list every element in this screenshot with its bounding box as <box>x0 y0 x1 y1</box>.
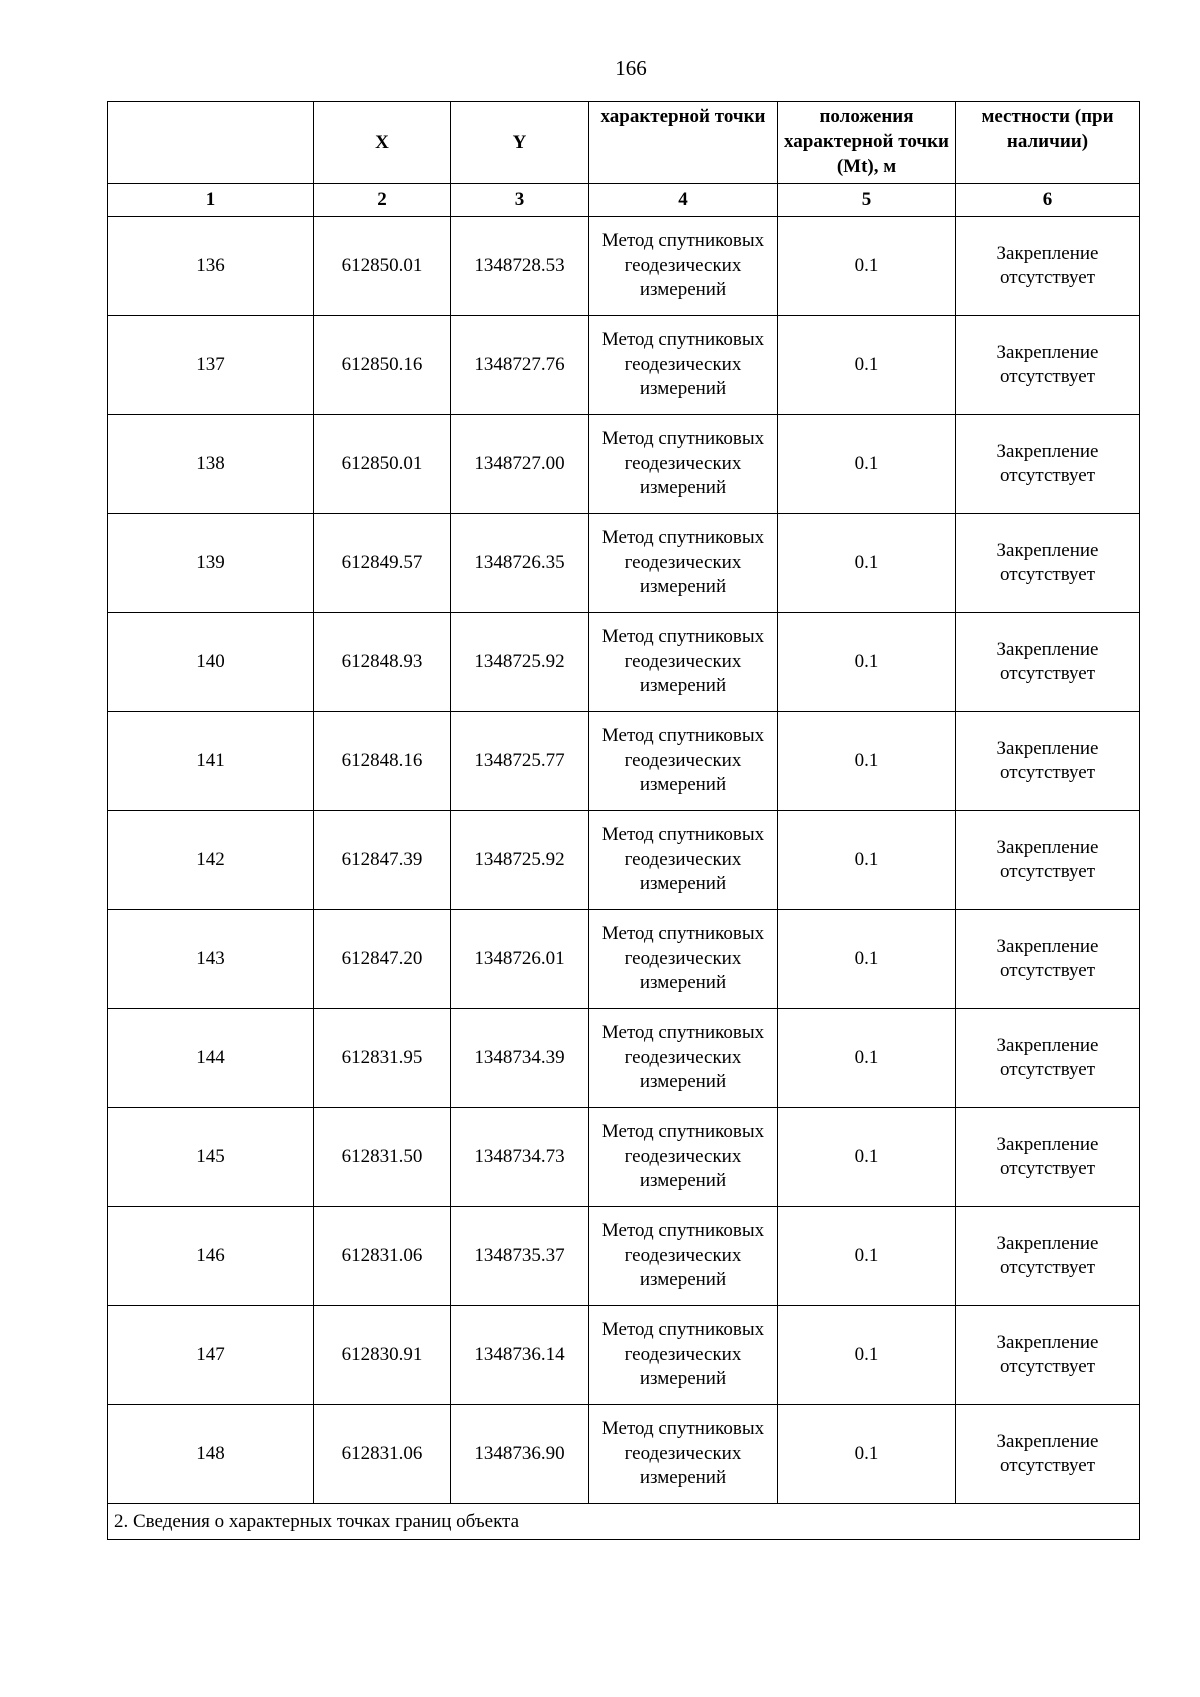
fixing-cell: Закрепление отсутствует <box>956 217 1140 316</box>
point-number-cell: 143 <box>108 910 314 1009</box>
column-number-cell: 1 <box>108 184 314 217</box>
accuracy-cell: 0.1 <box>778 811 956 910</box>
y-coordinate-cell: 1348727.00 <box>451 415 589 514</box>
column-number-cell: 5 <box>778 184 956 217</box>
header-cell-x: X <box>314 102 451 184</box>
y-coordinate-cell: 1348725.92 <box>451 811 589 910</box>
method-cell: Метод спутниковых геодезических измерений <box>589 1405 778 1504</box>
x-coordinate-cell: 612848.93 <box>314 613 451 712</box>
accuracy-cell: 0.1 <box>778 415 956 514</box>
method-cell: Метод спутниковых геодезических измерений <box>589 415 778 514</box>
point-number-cell: 142 <box>108 811 314 910</box>
point-number-cell: 146 <box>108 1207 314 1306</box>
section-title: 2. Сведения о характерных точках границ объекта <box>108 1504 1140 1540</box>
y-coordinate-cell: 1348735.37 <box>451 1207 589 1306</box>
accuracy-cell: 0.1 <box>778 1207 956 1306</box>
header-row <box>108 102 1140 184</box>
x-coordinate-cell: 612831.95 <box>314 1009 451 1108</box>
accuracy-cell: 0.1 <box>778 712 956 811</box>
x-coordinate-cell: 612850.01 <box>314 217 451 316</box>
table-row <box>108 712 1140 811</box>
method-cell: Метод спутниковых геодезических измерений <box>589 514 778 613</box>
accuracy-cell: 0.1 <box>778 1108 956 1207</box>
accuracy-cell: 0.1 <box>778 613 956 712</box>
point-number-cell: 136 <box>108 217 314 316</box>
y-coordinate-cell: 1348726.35 <box>451 514 589 613</box>
fixing-cell: Закрепление отсутствует <box>956 712 1140 811</box>
y-coordinate-cell: 1348736.14 <box>451 1306 589 1405</box>
fixing-cell: Закрепление отсутствует <box>956 1306 1140 1405</box>
fixing-cell: Закрепление отсутствует <box>956 316 1140 415</box>
table-row <box>108 1306 1140 1405</box>
y-coordinate-cell: 1348725.92 <box>451 613 589 712</box>
header-cell-1 <box>108 102 314 184</box>
method-cell: Метод спутниковых геодезических измерений <box>589 613 778 712</box>
table-row <box>108 1207 1140 1306</box>
accuracy-cell: 0.1 <box>778 316 956 415</box>
header-cell-y: Y <box>451 102 589 184</box>
table-row <box>108 613 1140 712</box>
header-cell-accuracy: положения характерной точки (Mt), м <box>778 102 956 184</box>
page-number: 166 <box>615 56 647 80</box>
accuracy-cell: 0.1 <box>778 1405 956 1504</box>
method-cell: Метод спутниковых геодезических измерений <box>589 1009 778 1108</box>
x-coordinate-cell: 612850.16 <box>314 316 451 415</box>
x-coordinate-cell: 612850.01 <box>314 415 451 514</box>
accuracy-cell: 0.1 <box>778 217 956 316</box>
point-number-cell: 138 <box>108 415 314 514</box>
fixing-cell: Закрепление отсутствует <box>956 811 1140 910</box>
table-body <box>108 102 1140 1540</box>
point-number-cell: 141 <box>108 712 314 811</box>
method-cell: Метод спутниковых геодезических измерений <box>589 811 778 910</box>
table-row <box>108 1009 1140 1108</box>
header-cell-fixing: местности (при наличии) <box>956 102 1140 184</box>
fixing-cell: Закрепление отсутствует <box>956 910 1140 1009</box>
method-cell: Метод спутниковых геодезических измерений <box>589 1108 778 1207</box>
table-row <box>108 1405 1140 1504</box>
table-row <box>108 811 1140 910</box>
fixing-cell: Закрепление отсутствует <box>956 514 1140 613</box>
accuracy-cell: 0.1 <box>778 1009 956 1108</box>
table-row <box>108 1108 1140 1207</box>
point-number-cell: 147 <box>108 1306 314 1405</box>
y-coordinate-cell: 1348734.39 <box>451 1009 589 1108</box>
point-number-cell: 140 <box>108 613 314 712</box>
method-cell: Метод спутниковых геодезических измерений <box>589 712 778 811</box>
coordinates-table <box>107 101 1140 1540</box>
table-row <box>108 910 1140 1009</box>
fixing-cell: Закрепление отсутствует <box>956 1405 1140 1504</box>
x-coordinate-cell: 612849.57 <box>314 514 451 613</box>
fixing-cell: Закрепление отсутствует <box>956 415 1140 514</box>
y-coordinate-cell: 1348725.77 <box>451 712 589 811</box>
table-row <box>108 316 1140 415</box>
y-coordinate-cell: 1348728.53 <box>451 217 589 316</box>
x-coordinate-cell: 612848.16 <box>314 712 451 811</box>
point-number-cell: 144 <box>108 1009 314 1108</box>
table-row <box>108 415 1140 514</box>
table-row <box>108 217 1140 316</box>
x-coordinate-cell: 612847.20 <box>314 910 451 1009</box>
fixing-cell: Закрепление отсутствует <box>956 1108 1140 1207</box>
x-coordinate-cell: 612831.06 <box>314 1207 451 1306</box>
column-number-cell: 2 <box>314 184 451 217</box>
method-cell: Метод спутниковых геодезических измерений <box>589 1207 778 1306</box>
point-number-cell: 139 <box>108 514 314 613</box>
section-footer-row <box>108 1504 1140 1540</box>
fixing-cell: Закрепление отсутствует <box>956 1207 1140 1306</box>
accuracy-cell: 0.1 <box>778 514 956 613</box>
column-number-row <box>108 184 1140 217</box>
point-number-cell: 145 <box>108 1108 314 1207</box>
table-row <box>108 514 1140 613</box>
fixing-cell: Закрепление отсутствует <box>956 613 1140 712</box>
x-coordinate-cell: 612847.39 <box>314 811 451 910</box>
y-coordinate-cell: 1348726.01 <box>451 910 589 1009</box>
method-cell: Метод спутниковых геодезических измерений <box>589 316 778 415</box>
x-coordinate-cell: 612831.06 <box>314 1405 451 1504</box>
y-coordinate-cell: 1348734.73 <box>451 1108 589 1207</box>
x-coordinate-cell: 612830.91 <box>314 1306 451 1405</box>
method-cell: Метод спутниковых геодезических измерений <box>589 1306 778 1405</box>
column-number-cell: 4 <box>589 184 778 217</box>
method-cell: Метод спутниковых геодезических измерений <box>589 910 778 1009</box>
fixing-cell: Закрепление отсутствует <box>956 1009 1140 1108</box>
point-number-cell: 137 <box>108 316 314 415</box>
column-number-cell: 3 <box>451 184 589 217</box>
y-coordinate-cell: 1348736.90 <box>451 1405 589 1504</box>
column-number-cell: 6 <box>956 184 1140 217</box>
y-coordinate-cell: 1348727.76 <box>451 316 589 415</box>
header-cell-method: характерной точки <box>589 102 778 184</box>
x-coordinate-cell: 612831.50 <box>314 1108 451 1207</box>
point-number-cell: 148 <box>108 1405 314 1504</box>
accuracy-cell: 0.1 <box>778 910 956 1009</box>
accuracy-cell: 0.1 <box>778 1306 956 1405</box>
method-cell: Метод спутниковых геодезических измерений <box>589 217 778 316</box>
